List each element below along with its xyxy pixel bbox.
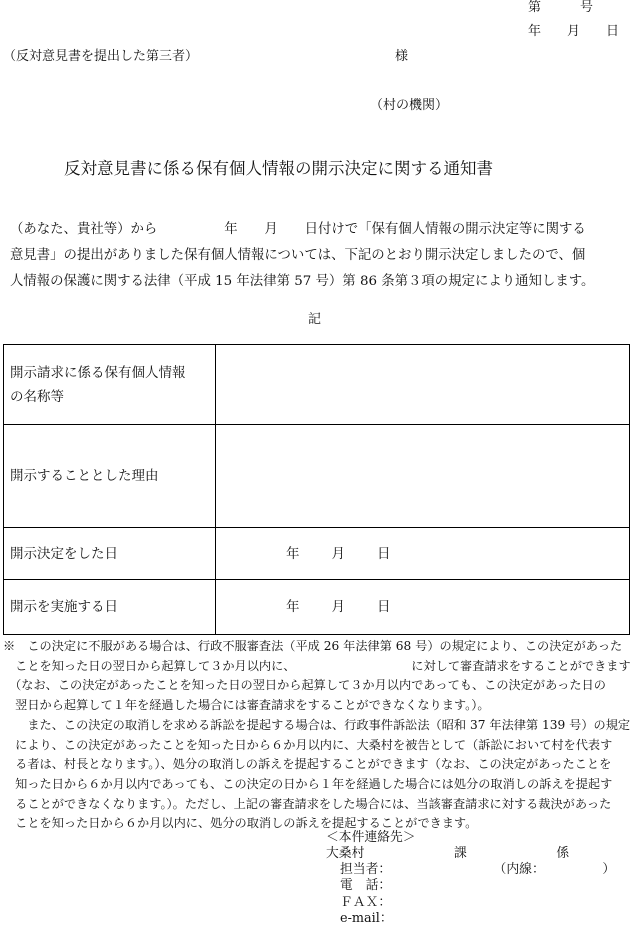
note-line-7: る者は、村長となります。）、処分の取消しの訴えを提起することができます（なお、この決定があったことを [3,757,612,772]
note-line-2: ことを知った日の翌日から起算して３か月以内に、 に対して審査請求をすることができます [3,658,631,673]
note-line-10: ことを知った日から６か月以内に、処分の取消しの訴えを提起することができます。 [3,816,478,831]
contact-phone: 電 話： [340,878,392,894]
appeal-note [3,637,631,834]
note-line-5: また、この決定の取消しを求める訴訟を提起する場合は、行政事件訴訟法（昭和 37 年法律第 139 号）の規定 [3,717,631,732]
note-line-4: 翌日から起算して１年を経過した場合には審査請求をすることができなくなります。）。 [3,698,490,713]
value-decision-date [216,528,630,580]
note-line-3: （なお、この決定があったことを知った日の翌日から起算して３か月以内であっても、この決定があった日の [3,678,606,693]
note-line-1: ※ この決定に不服がある場合は、行政不服審査法（平成 26 年法律第 68 号）の規定により、この決定があった [3,639,623,653]
body-line-2: 意見書」の提出がありました保有個人情報については、下記のとおり開示決定しましたので、個 [10,248,586,263]
table-row-info-name [4,345,630,425]
document-number-line: 第 号 [528,0,594,15]
value-implementation-date [216,580,630,635]
table-row-implementation-date [4,580,630,635]
label-info-name-line2: の名称等 [10,388,64,405]
contact-heading: ＜本件連絡先＞ [326,830,416,845]
value-info-name [216,345,630,425]
table-row-reason [4,425,630,528]
body-line-1: （あなた、貴社等）から 年 月 日付けで「保有個人情報の開示決定等に関する [10,222,586,237]
label-info-name-line1: 開示請求に係る保有個人情報 [10,364,186,381]
decision-date-year: 年 [286,545,300,562]
label-reason: 開示することとした理由 [4,425,216,528]
note-line-9: ることができなくなります。）。ただし、上記の審査請求をした場合には、当該審査請求に対する裁決があった [3,796,612,811]
implementation-date-year: 年 [286,599,300,615]
decision-date-day: 日 [377,545,391,562]
ki-mark: 記 [308,312,322,327]
sender-label: （村の機関） [370,98,449,113]
note-line-8: 知った日から６か月以内であっても、この決定の日から１年を経過した場合には処分の取消しの訴えを提起す [3,776,613,791]
contact-person: 担当者： （内線： ） [340,862,616,877]
disclosure-table [3,344,630,635]
contact-details [340,862,615,927]
document-date-line: 年 月 日 [528,24,620,39]
body-paragraph [10,217,594,295]
label-implementation-date: 開示を実施する日 [4,580,216,635]
recipient-label: （反対意見書を提出した第三者） [3,49,199,64]
contact-fax: ＦＡＸ： [340,894,392,910]
table-row-decision-date [4,528,630,580]
note-line-6: により、この決定があったことを知った日から６か月以内に、大桑村を被告として（訴訟において村を代表す [3,737,613,752]
value-reason [216,425,630,528]
implementation-date-month: 月 [331,599,345,615]
document-title: 反対意見書に係る保有個人情報の開示決定に関する通知書 [64,159,493,178]
body-line-3: 人情報の保護に関する法律（平成 15 年法律第 57 号）第 86 条第３項の規定により通知します。 [10,274,595,289]
implementation-date-day: 日 [377,599,391,615]
contact-heading-block [326,830,569,863]
label-decision-date: 開示決定をした日 [4,528,216,580]
recipient-honorific: 様 [395,49,409,64]
decision-date-month: 月 [331,545,345,562]
contact-organization: 大桑村 課 係 [326,846,570,862]
label-info-name [4,345,216,425]
contact-email: e-mail： [340,910,393,926]
